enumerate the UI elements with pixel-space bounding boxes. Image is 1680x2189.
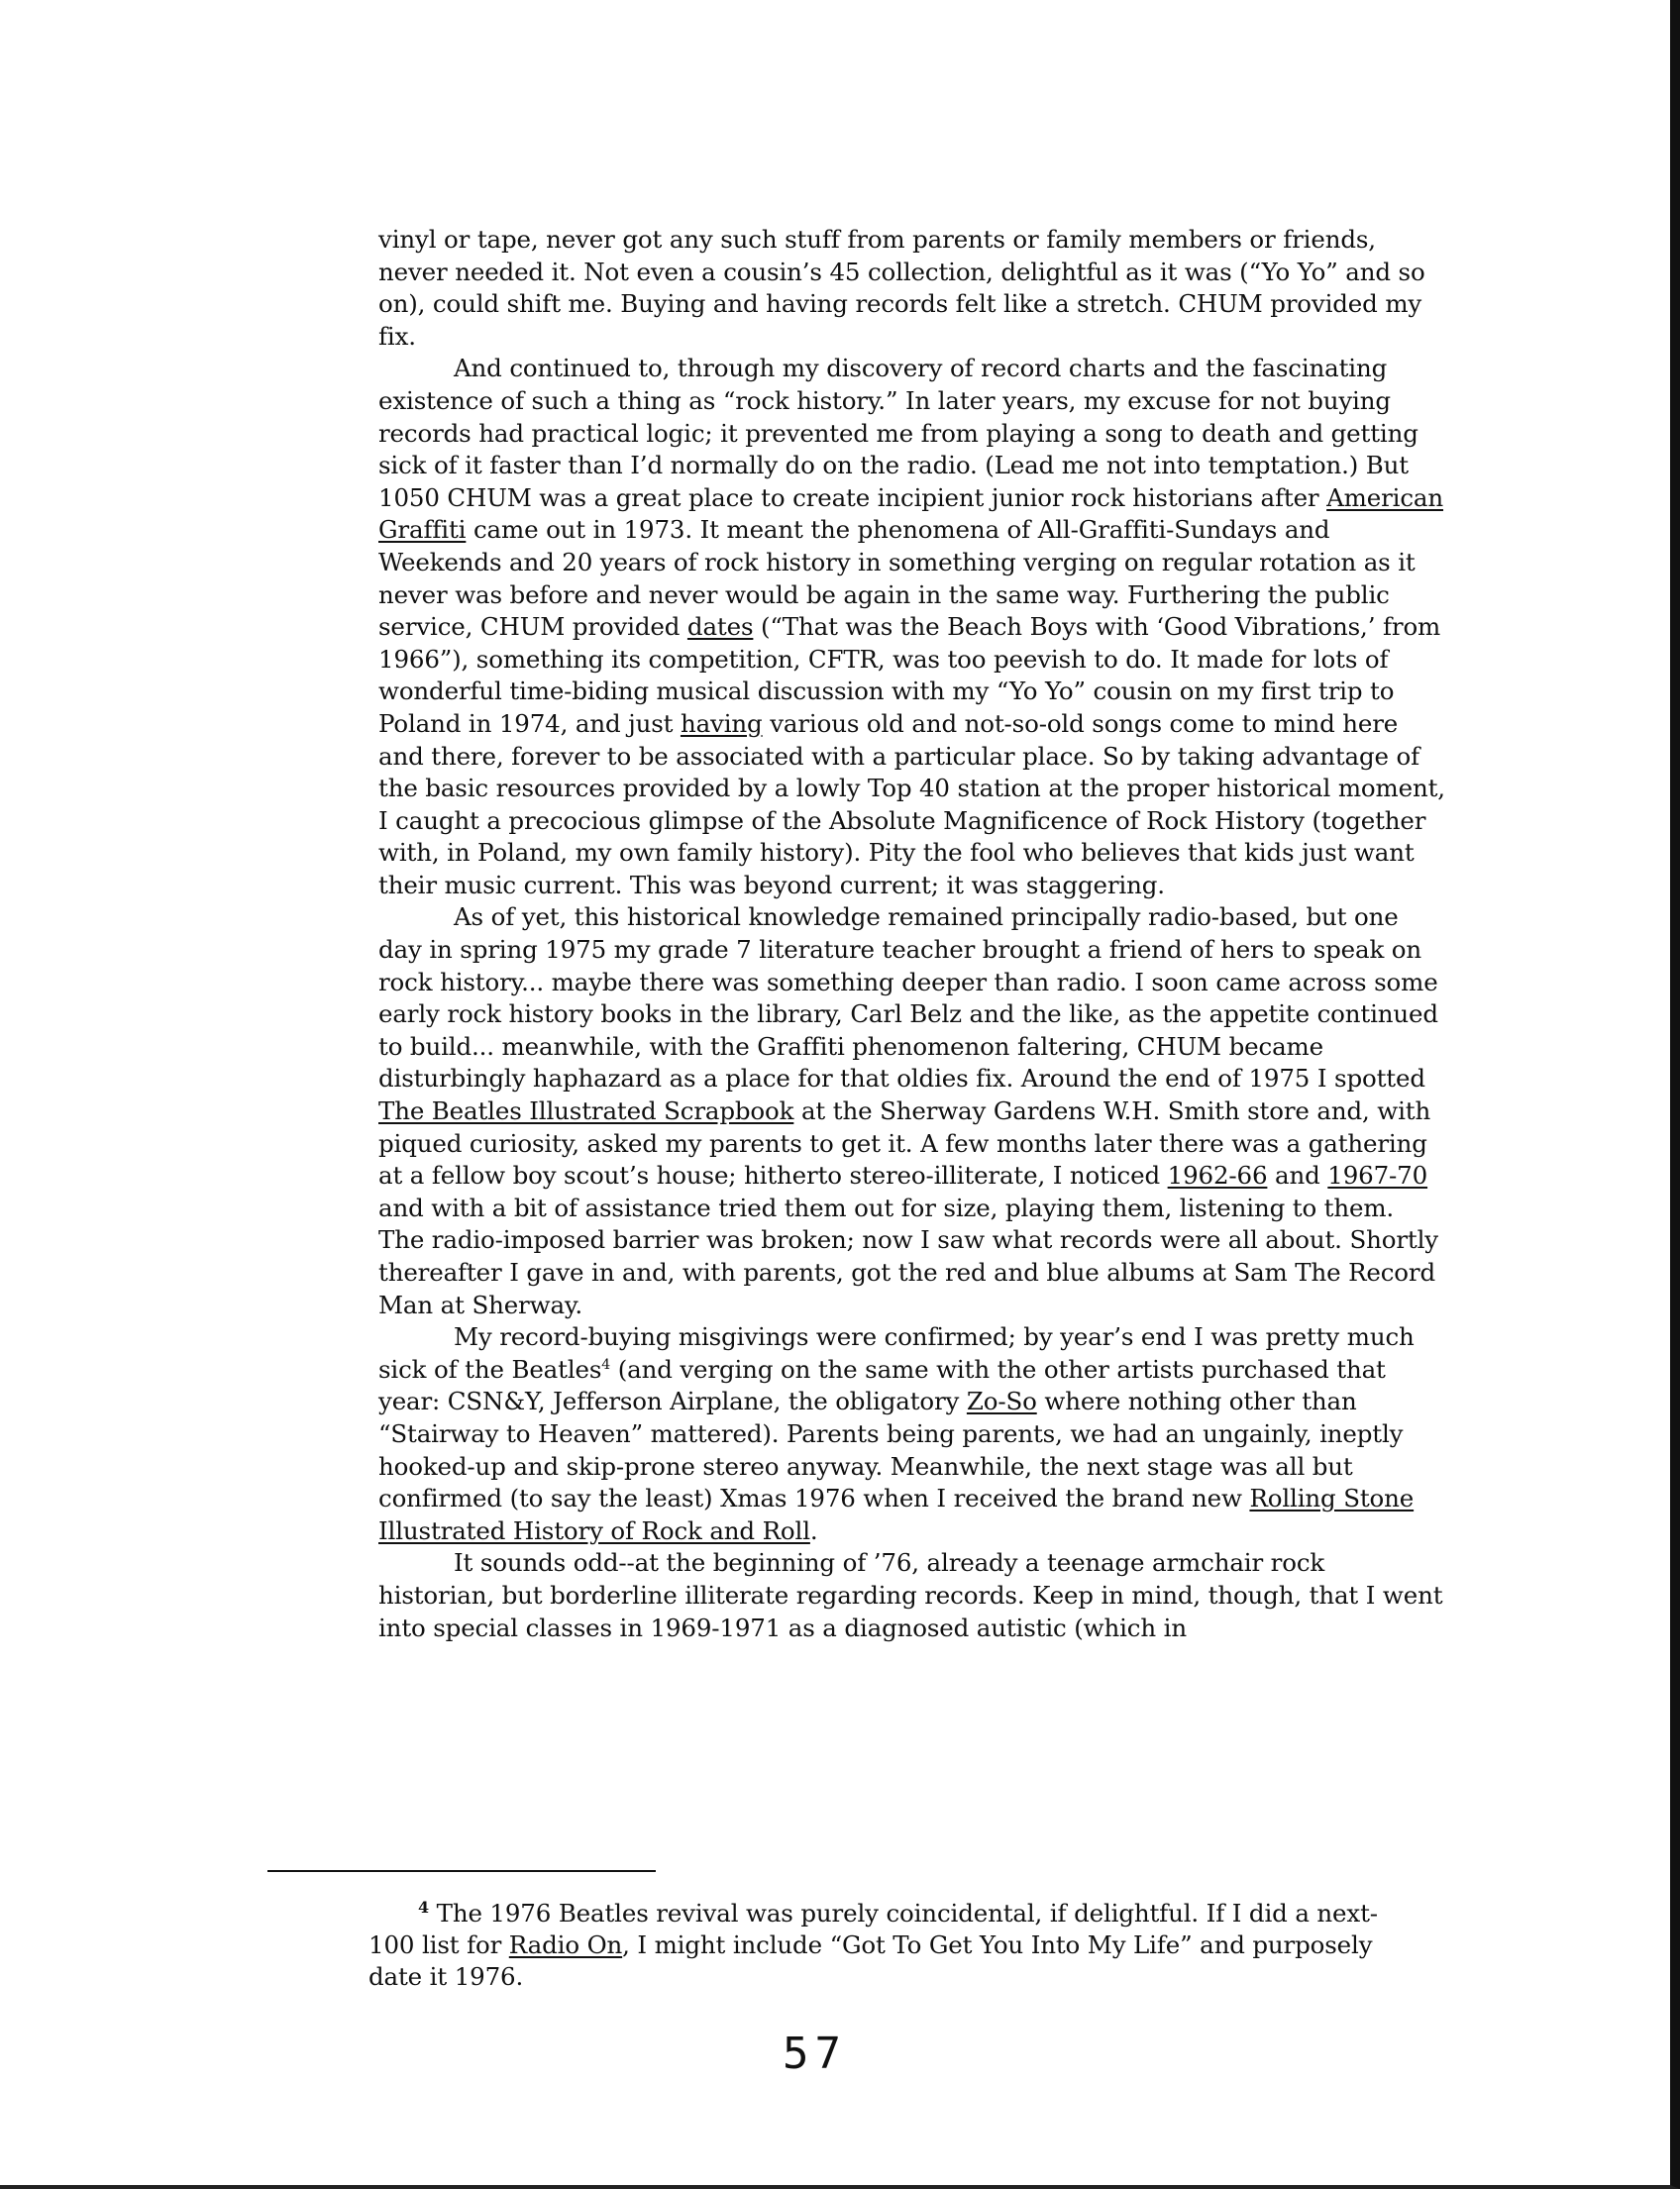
page-number: 57: [783, 2029, 847, 2079]
footnote: [368, 1898, 1418, 1993]
text-run: where nothing other than “Stairway to Heaven” mattered). Parents being parents, we had an ungainly, ineptly hooked-up and skip-prone stereo anyway. Meanwhile, the next stage was all but confirmed (to say the least) Xmas 1976 when I received the brand new: [378, 1387, 1404, 1513]
text-run: (and verging on the same with the other artists purchased that year: CSN&Y, Jefferson Airplane, the obligatory: [378, 1354, 1386, 1416]
text-run: various old and not-so-old songs come to mind here and there, forever to be associated with a particular place. So by taking advantage of the basic resources provided by a lowly Top 40 station at the proper historical moment, I caught a precocious glimpse of the Absolute Magnificence of Rock History (together with, in Poland, my own family history). Pity the fool who believes that kids just want their music current. This was beyond current; it was staggering.: [378, 708, 1445, 899]
body-text: [378, 224, 1446, 1644]
underlined-title: 1967-70: [1327, 1161, 1428, 1191]
text-run: .: [809, 1515, 818, 1545]
text-run: came out in 1973. It meant the phenomena of All-Graffiti-Sundays and Weekends and 20 years of rock history in something verging on regular rotation as it never was before and never would be again in the same way. Furthering the public service, CHUM provided: [378, 515, 1416, 642]
paragraph-4: [378, 1321, 1446, 1547]
underlined-title: Rolling Stone Illustrated History of Rock and Roll: [378, 1484, 1415, 1545]
underlined-title: American Graffiti: [378, 482, 1444, 545]
text-run: vinyl or tape, never got any such stuff from parents or family members or friends, never needed it. Not even a cousin’s 45 collection, delightful as it was (“Yo Yo” and so on), could shift me. Buying and having records felt like a stretch. CHUM provided my fix.: [378, 225, 1425, 351]
underlined-title: The Beatles Illustrated Scrapbook: [378, 1096, 794, 1126]
footnote-reference[interactable]: 4: [601, 1356, 611, 1373]
paragraph-1: [378, 224, 1446, 353]
underlined-word: having: [680, 708, 763, 738]
underlined-title: Zo-So: [966, 1387, 1037, 1416]
underlined-word: dates: [686, 612, 754, 642]
paragraph-3: [378, 901, 1446, 1321]
text-run: , I might include “Got To Get You Into My Life” and purposely date it 1976.: [368, 1930, 1373, 1991]
footnote-text: [368, 1898, 1418, 1993]
text-run: The 1976 Beatles revival was purely coincidental, if delightful. If I did a next-100 list for: [368, 1899, 1378, 1959]
paragraph-2: [378, 353, 1446, 901]
text-run: at the Sherway Gardens W.H. Smith store and, with piqued curiosity, asked my parents to get it. A few months later there was a gathering at a fellow boy scout’s house; hitherto stereo-illiterate, I noticed: [378, 1096, 1431, 1191]
footnote-separator: [267, 1870, 656, 1872]
text-run: (“That was the Beach Boys with ‘Good Vibrations,’ from 1966”), something its competition, CFTR, was too peevish to do. It made for lots of wonderful time-biding musical discussion with my “Yo Yo” cousin on my first trip to Poland in 1974, and just: [378, 612, 1441, 738]
paragraph-5: [378, 1547, 1446, 1644]
footnote-marker: 4: [418, 1897, 429, 1917]
text-run: and: [1267, 1161, 1328, 1191]
text-run: It sounds odd--at the beginning of ’76, already a teenage armchair rock historian, but borderline illiterate regarding records. Keep in mind, though, that I went into special classes in 1969-1971 as a diagnosed autistic (which in: [378, 1548, 1443, 1642]
text-run: As of yet, this historical knowledge remained principally radio-based, but one day in spring 1975 my grade 7 literature teacher brought a friend of hers to speak on rock history... maybe there was something deeper than radio. I soon came across some early rock history books in the library, Carl Belz and the like, as the appetite continued to build... meanwhile, with the Graffiti phenomenon faltering, CHUM became disturbingly haphazard as a place for that oldies fix. Around the end of 1975 I spotted: [378, 902, 1438, 1094]
underlined-title: Radio On: [508, 1930, 623, 1959]
text-run: And continued to, through my discovery of record charts and the fascinating existence of such a thing as “rock history.” In later years, my excuse for not buying records had practical logic; it prevented me from playing a song to death and getting sick of it faster than I’d normally do on the radio. (Lead me not into temptation.) But 1050 CHUM was a great place to create incipient junior rock historians after: [378, 354, 1418, 512]
underlined-title: 1962-66: [1167, 1161, 1268, 1191]
text-run: and with a bit of assistance tried them out for size, playing them, listening to them. The radio-imposed barrier was broken; now I saw what records were all about. Shortly thereafter I gave in and, with parents, got the red and blue albums at Sam The Record Man at Sherway.: [378, 1193, 1438, 1319]
text-run: My record-buying misgivings were confirmed; by year’s end I was pretty much sick of the Beatles: [378, 1322, 1415, 1384]
